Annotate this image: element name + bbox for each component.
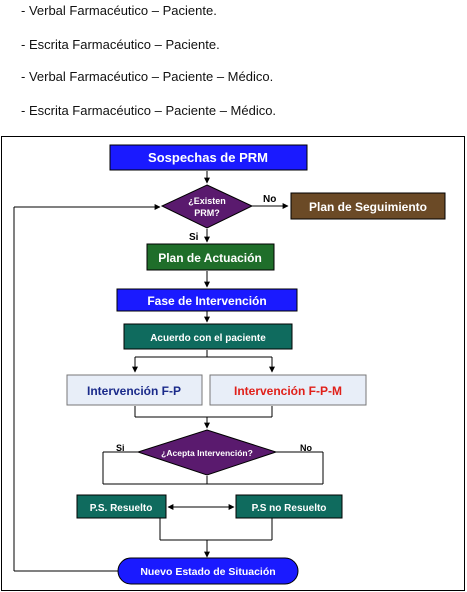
node-nuevo-estado [118, 558, 298, 584]
node-sospechas [110, 145, 307, 170]
node-intervencion-fp-label: Intervención F-P [86, 384, 182, 398]
node-existen-label-2: PRM? [194, 208, 220, 218]
node-sospechas-label: Sospechas de PRM [148, 150, 268, 165]
node-plan-seguimiento [291, 193, 445, 219]
node-acuerdo [124, 324, 292, 349]
edge-label-si: Si [189, 232, 199, 243]
node-acepta [138, 430, 276, 475]
node-nuevo-estado-label: Nuevo Estado de Situación [140, 566, 276, 578]
node-intervencion-fpm-label: Intervención F-P-M [233, 384, 343, 398]
node-plan-seguimiento-label: Plan de Seguimiento [308, 200, 428, 214]
node-existen-diamond [162, 185, 252, 228]
bullet-item: - Verbal Farmacéutico – Paciente. [21, 3, 217, 18]
node-intervencion-fp [67, 375, 202, 405]
node-existen-label-1: ¿Existen [188, 196, 226, 206]
edge-label-no-2: No [300, 443, 312, 453]
node-ps-no-resuelto [236, 495, 342, 518]
node-ps-resuelto-label: P.S. Resuelto [89, 503, 153, 514]
node-acepta-label: ¿Acepta Intervención? [161, 448, 253, 458]
node-existen [162, 185, 252, 228]
bullet-item: - Escrita Farmacéutico – Paciente – Médico. [21, 103, 277, 118]
node-ps-resuelto [77, 495, 166, 518]
node-plan-actuacion [147, 244, 274, 270]
node-acuerdo-label: Acuerdo con el paciente [150, 333, 266, 344]
bullet-item: - Escrita Farmacéutico – Paciente. [21, 37, 220, 52]
node-fase-intervencion [117, 289, 297, 311]
node-ps-no-resuelto-label: P.S no Resuelto [251, 503, 327, 514]
edge-label-si-2: Si [116, 443, 125, 453]
node-fase-intervencion-label: Fase de Intervención [147, 294, 267, 308]
node-plan-actuacion-label: Plan de Actuación [158, 251, 262, 265]
bullet-item: - Verbal Farmacéutico – Paciente – Médico. [21, 69, 274, 84]
edge-label-no: No [263, 194, 277, 205]
node-intervencion-fpm [210, 375, 366, 405]
